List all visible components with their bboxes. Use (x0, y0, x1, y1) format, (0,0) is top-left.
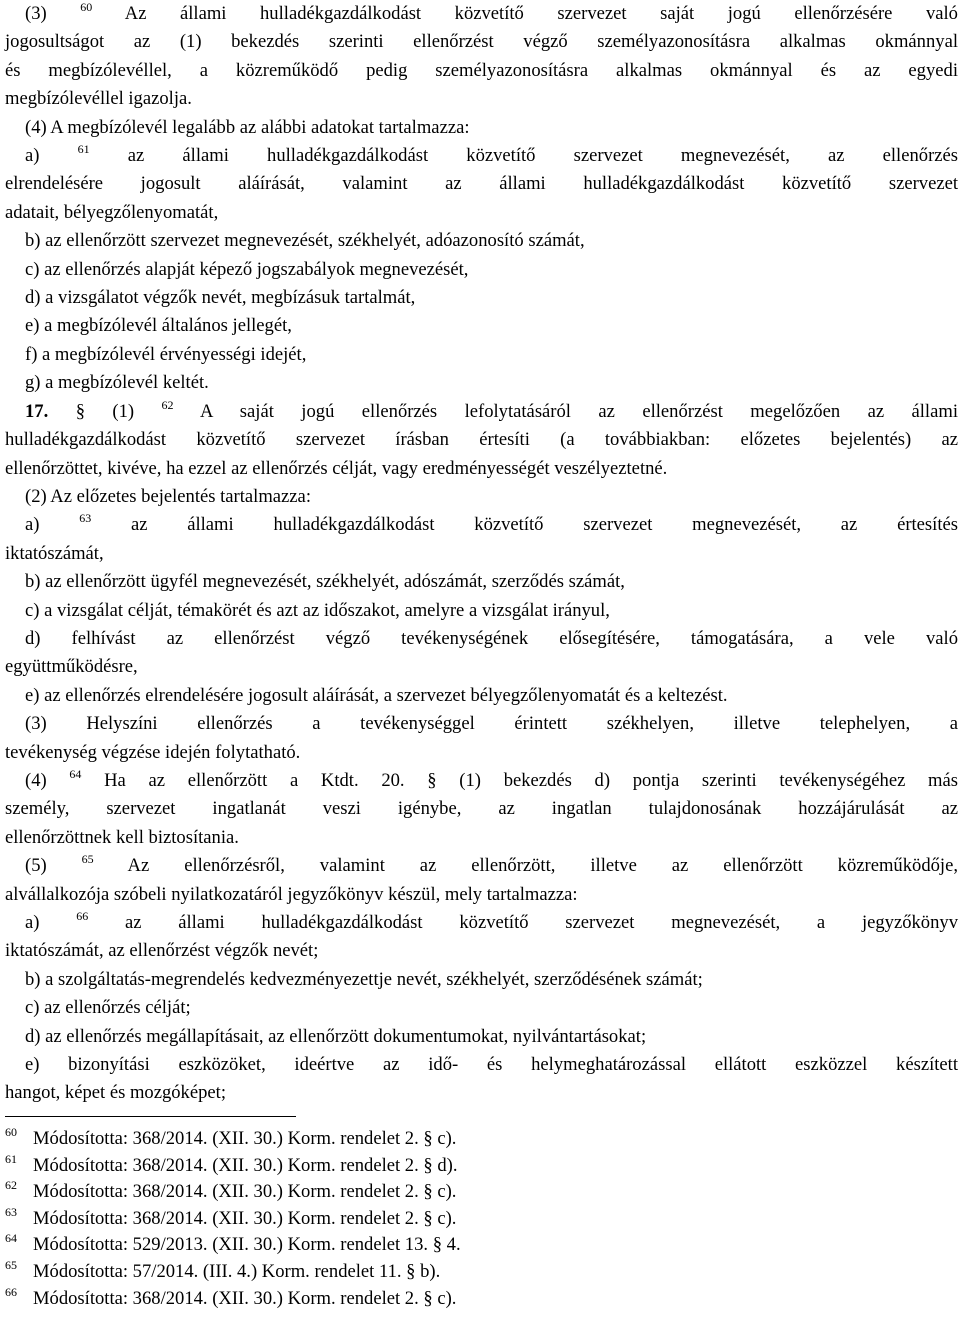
text-line: alvállalkozója szóbeli nyilatkozatáról jegyzőkönyv készül, mely tartalmazza: (5, 883, 578, 905)
text-line: b) az ellenőrzött szervezet megnevezését, székhelyét, adóazonosító számát, (25, 230, 585, 252)
footnote-ref[interactable]: 66 (76, 909, 89, 923)
text-line: b) az ellenőrzött ügyfél megnevezését, székhelyét, adószámát, szerződés számát, (25, 571, 625, 593)
text-line: ellenőrzöttnek kell biztosítania. (5, 826, 239, 848)
text-line: hangot, képet és mozgóképet; (5, 1082, 226, 1104)
text-line: a) $^{63}$ az állami hulladékgazdálkodást közvetítő szervezet megnevezését, az értesítés (25, 511, 958, 536)
footnote-ref[interactable]: 60 (80, 0, 93, 14)
footnote-text: Módosította: 368/2014. (XII. 30.) Korm. rendelet 2. § c). (33, 1207, 457, 1229)
text-line: jogosultságot az (1) bekezdés szerinti ellenőrzést végző személyazonosításra alkalmas okmánnyal (5, 31, 958, 53)
text-line: g) a megbízólevél keltét. (25, 372, 209, 394)
text-line: és megbízólevéllel, a közreműködő pedig személyazonosításra alkalmas okmánnyal és az egyedi (5, 59, 958, 81)
footnote-text: Módosította: 368/2014. (XII. 30.) Korm. rendelet 2. § c). (33, 1181, 457, 1203)
text-line: elrendelésére jogosult aláírását, valamint az állami hulladékgazdálkodást közvetítő szervezet (5, 173, 958, 195)
text-line: c) az ellenőrzés célját; (25, 997, 191, 1019)
footnote-ref[interactable]: 64 (69, 766, 82, 781)
text-line: (4) $^{64}$ Ha az ellenőrzött a Ktdt. 20. § (1) bekezdés d) pontja szerinti tevékenységéhez más (25, 766, 958, 791)
footnote-separator (5, 1116, 296, 1117)
text-line: d) a vizsgálatot végzők nevét, megbízásuk tartalmát, (25, 287, 416, 309)
text-line: adatait, bélyegzőlenyomatát, (5, 201, 219, 223)
footnote-text: Módosította: 57/2014. (III. 4.) Korm. rendelet 11. § b). (33, 1260, 441, 1282)
text-line: tevékenység végzése idején folytatható. (5, 741, 301, 763)
text-line: d) az ellenőrzés megállapításait, az ellenőrzött dokumentumokat, nyilvántartásokat; (25, 1025, 647, 1047)
text-line: személy, szervezet ingatlanát veszi igénybe, az ingatlan tulajdonosának hozzájárulását az (5, 798, 958, 820)
text-line: hulladékgazdálkodást közvetítő szervezet írásban értesíti (a továbbiakban: előzetes bejelentés) az (5, 429, 958, 451)
text-line: iktatószámát, (5, 542, 104, 564)
text-line: c) az ellenőrzés alapját képező jogszabályok megnevezését, (25, 258, 469, 280)
footnote-ref[interactable]: 63 (79, 511, 92, 526)
footnote: $^{64}$ Módosította: 529/2013. (XII. 30.) Korm. rendelet 13. § 4. (5, 1231, 461, 1256)
footnote-text: Módosította: 368/2014. (XII. 30.) Korm. rendelet 2. § c). (33, 1128, 457, 1149)
text-line: e) a megbízólevél általános jellegét, (25, 315, 292, 337)
footnote: $^{61}$ Módosította: 368/2014. (XII. 30.) Korm. rendelet 2. § d). (5, 1151, 458, 1176)
text-line: b) a szolgáltatás-megrendelés kedvezményezettje nevét, székhelyét, szerződésének számát; (25, 968, 703, 990)
footnote-ref[interactable]: 61 (77, 142, 90, 157)
text-line: (2) Az előzetes bejelentés tartalmazza: (25, 485, 311, 507)
footnote-text: Módosította: 368/2014. (XII. 30.) Korm. rendelet 2. § d). (33, 1154, 458, 1176)
footnote: $^{66}$ Módosította: 368/2014. (XII. 30.) Korm. rendelet 2. § c). (5, 1284, 457, 1309)
text-line: e) bizonyítási eszközöket, ideértve az idő- és helymeghatározással ellátott eszközzel készített (25, 1054, 958, 1076)
document-body (5, 0, 958, 1108)
text-line: együttműködésre, (5, 656, 138, 678)
text-line: megbízólevéllel igazolja. (5, 88, 192, 110)
text-line: (3) $^{60}$ Az állami hulladékgazdálkodást közvetítő szervezet saját jogú ellenőrzésére való (25, 0, 958, 24)
text-line: (3) Helyszíni ellenőrzés a tevékenységgel érintett székhelyen, illetve telephelyen, a (25, 713, 958, 735)
text-line: (5) $^{65}$ Az ellenőrzésről, valamint az ellenőrzött, illetve az ellenőrzött közreműködője, (25, 852, 958, 877)
footnote: $^{60}$ Módosította: 368/2014. (XII. 30.) Korm. rendelet 2. § c). (5, 1125, 457, 1149)
text-line: 17. § (1) $^{62}$ A saját jogú ellenőrzés lefolytatásáról az ellenőrzést megelőzően az állami (25, 397, 958, 422)
text-line: (4) A megbízólevél legalább az alábbi adatokat tartalmazza: (25, 116, 470, 138)
footnote-ref[interactable]: 65 (81, 852, 94, 867)
text-line: c) a vizsgálat célját, témakörét és azt az időszakot, amelyre a vizsgálat irányul, (25, 599, 610, 621)
text-line: f) a megbízólevél érvényességi idejét, (25, 343, 307, 365)
footnote-ref[interactable]: 62 (161, 397, 174, 412)
footnote: $^{62}$ Módosította: 368/2014. (XII. 30.) Korm. rendelet 2. § c). (5, 1178, 457, 1203)
footnote: $^{65}$ Módosította: 57/2014. (III. 4.) Korm. rendelet 11. § b). (5, 1257, 441, 1282)
text-line: iktatószámát, az ellenőrzést végzők nevét; (5, 940, 319, 962)
text-line: a) $^{66}$ az állami hulladékgazdálkodást közvetítő szervezet megnevezését, a jegyzőkönyv (25, 909, 958, 933)
text-line: ellenőrzöttet, kivéve, ha ezzel az ellenőrzés célját, vagy eredményességét veszélyeztetné. (5, 457, 668, 479)
footnote-text: Módosította: 368/2014. (XII. 30.) Korm. rendelet 2. § c). (33, 1287, 457, 1309)
footnote: $^{63}$ Módosította: 368/2014. (XII. 30.) Korm. rendelet 2. § c). (5, 1204, 457, 1229)
text-line: e) az ellenőrzés elrendelésére jogosult aláírását, a szervezet bélyegzőlenyomatát és a keltezést. (25, 684, 728, 706)
text-line: d) felhívást az ellenőrzést végző tevékenységének elősegítésére, támogatására, a vele való (25, 627, 958, 649)
footnote-text: Módosította: 529/2013. (XII. 30.) Korm. rendelet 13. § 4. (33, 1234, 461, 1256)
text-line: a) $^{61}$ az állami hulladékgazdálkodást közvetítő szervezet megnevezését, az ellenőrzés (25, 142, 959, 167)
footnotes (5, 1126, 705, 1312)
